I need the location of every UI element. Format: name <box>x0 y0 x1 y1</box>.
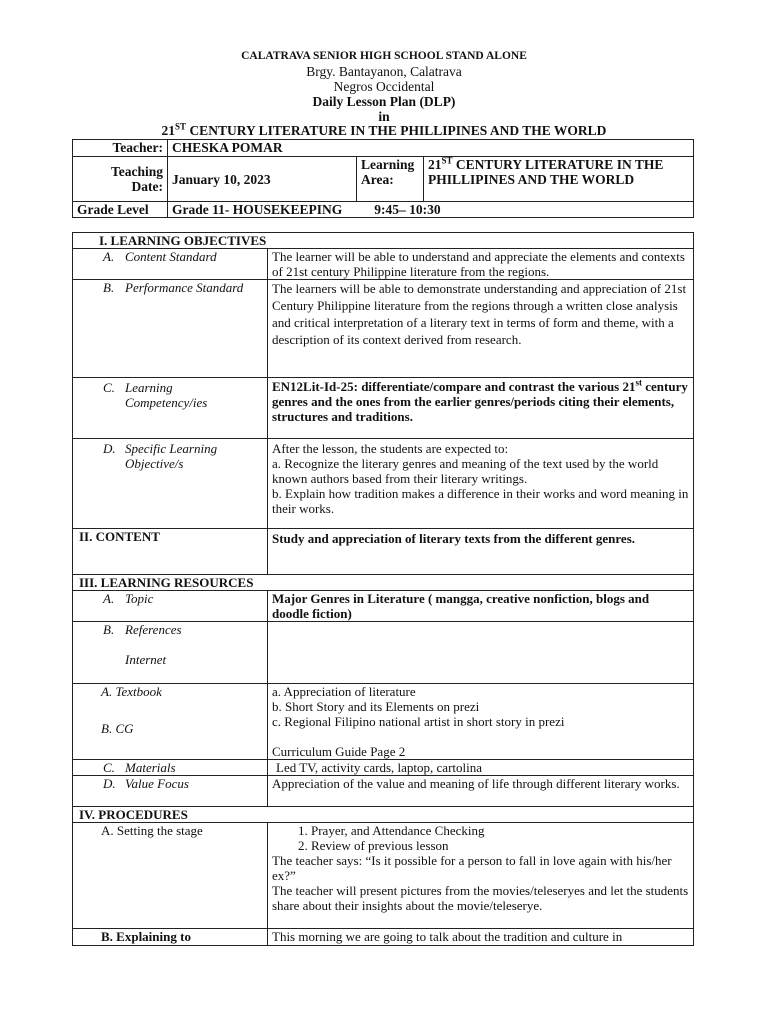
performance-standard-label: B. Performance Standard <box>73 280 268 378</box>
document-title: Daily Lesson Plan (DLP) <box>312 94 456 109</box>
textbook-label: A. Textbook <box>101 684 162 699</box>
internet-label: Internet <box>125 652 167 667</box>
setting-stage-label: A. Setting the stage <box>73 823 268 929</box>
procedures-heading: IV. PROCEDURES <box>73 807 694 823</box>
province-line: Negros Occidental <box>333 79 435 94</box>
value-focus-text: Appreciation of the value and meaning of life through different literary works. <box>268 776 694 807</box>
specific-item-a: a. Recognize the literary genres and meaning of the text used by the world known authors based from their literary writings. <box>272 456 659 486</box>
teaching-date-label: Teaching Date: <box>73 157 168 202</box>
setting-stage-text <box>268 823 694 929</box>
school-name: CALATRAVA SENIOR HIGH SCHOOL STAND ALONE <box>241 50 527 62</box>
class-time: 9:45– 10:30 <box>374 202 441 217</box>
lesson-info-table <box>72 139 694 218</box>
performance-standard-text: The learners will be able to demonstrate understanding and appreciation of 21st Century Philippine literature from the regions through a written close analysis and critical interpretation of a literary text in terms of form and theme, with a description of its context derived from research. <box>268 280 694 378</box>
textbook-item-b: b. Short Story and its Elements on prezi <box>272 699 480 714</box>
topic-text: Major Genres in Literature ( mangga, creative nonfiction, blogs and doodle fiction) <box>268 591 694 622</box>
specific-intro: After the lesson, the students are expected to: <box>272 441 509 456</box>
textbook-cg-label <box>73 684 268 760</box>
learning-area-label: Learning Area: <box>357 157 424 202</box>
references-label: B. References Internet <box>73 622 268 684</box>
learning-area-value: 21ST CENTURY LITERATURE IN THE PHILLIPINES AND THE WORLD <box>424 157 694 202</box>
grade-level-value: Grade 11- HOUSEKEEPING 9:45– 10:30 <box>168 202 694 218</box>
resources-heading: III. LEARNING RESOURCES <box>73 575 694 591</box>
materials-text: Led TV, activity cards, laptop, cartolina <box>268 760 694 776</box>
teacher-label: Teacher: <box>73 140 168 157</box>
competency-label: C. Learning Competency/ies <box>73 378 268 439</box>
cg-label: B. CG <box>101 721 134 736</box>
teacher-value: CHESKA POMAR <box>168 140 694 157</box>
topic-label: A. Topic <box>73 591 268 622</box>
subject-title: 21ST CENTURY LITERATURE IN THE PHILLIPINES AND THE WORLD <box>161 121 607 138</box>
content-text: Study and appreciation of literary texts from the different genres. <box>268 529 694 575</box>
barangay-line: Brgy. Bantayanon, Calatrava <box>306 64 462 79</box>
content-standard-text: The learner will be able to understand and appreciate the elements and contexts of 21st century Philippine literature from the regions. <box>268 249 694 280</box>
lesson-plan-table <box>72 232 694 946</box>
materials-label: C. Materials <box>73 760 268 776</box>
specific-objectives-text <box>268 439 694 529</box>
setting-quote: The teacher says: “Is it possible for a person to fall in love again with his/her ex?” <box>272 853 672 883</box>
references-text <box>268 622 694 684</box>
textbook-cg-text <box>268 684 694 760</box>
setting-presentation: The teacher will present pictures from the movies/teleseryes and let the students share about their insights about the movie/teleserye. <box>272 883 689 913</box>
explaining-label: B. Explaining to <box>73 929 268 946</box>
content-standard-label: A. Content Standard <box>73 249 268 280</box>
setting-item-1: 1. Prayer, and Attendance Checking <box>298 823 485 838</box>
textbook-item-a: a. Appreciation of literature <box>272 684 416 699</box>
textbook-item-c: c. Regional Filipino national artist in short story in prezi <box>272 714 565 729</box>
competency-text: EN12Lit-Id-25: differentiate/compare and contrast the various 21st century genres and the ones from the earlier genres/periods citing their elements, structures and traditions. <box>268 378 694 439</box>
specific-objectives-label: D. Specific Learning Objective/s <box>73 439 268 529</box>
objectives-heading: I. LEARNING OBJECTIVES <box>73 233 694 249</box>
in-line: in <box>378 109 390 124</box>
specific-item-b: b. Explain how tradition makes a difference in their works and word meaning in their works. <box>272 486 689 516</box>
grade-level-label: Grade Level <box>73 202 168 218</box>
value-focus-label: D. Value Focus <box>73 776 268 807</box>
teaching-date-value: January 10, 2023 <box>168 157 357 202</box>
explaining-text: This morning we are going to talk about the tradition and culture in <box>268 929 694 946</box>
cg-text: Curriculum Guide Page 2 <box>272 744 406 759</box>
setting-item-2: 2. Review of previous lesson <box>298 838 449 853</box>
content-heading: II. CONTENT <box>73 529 268 575</box>
